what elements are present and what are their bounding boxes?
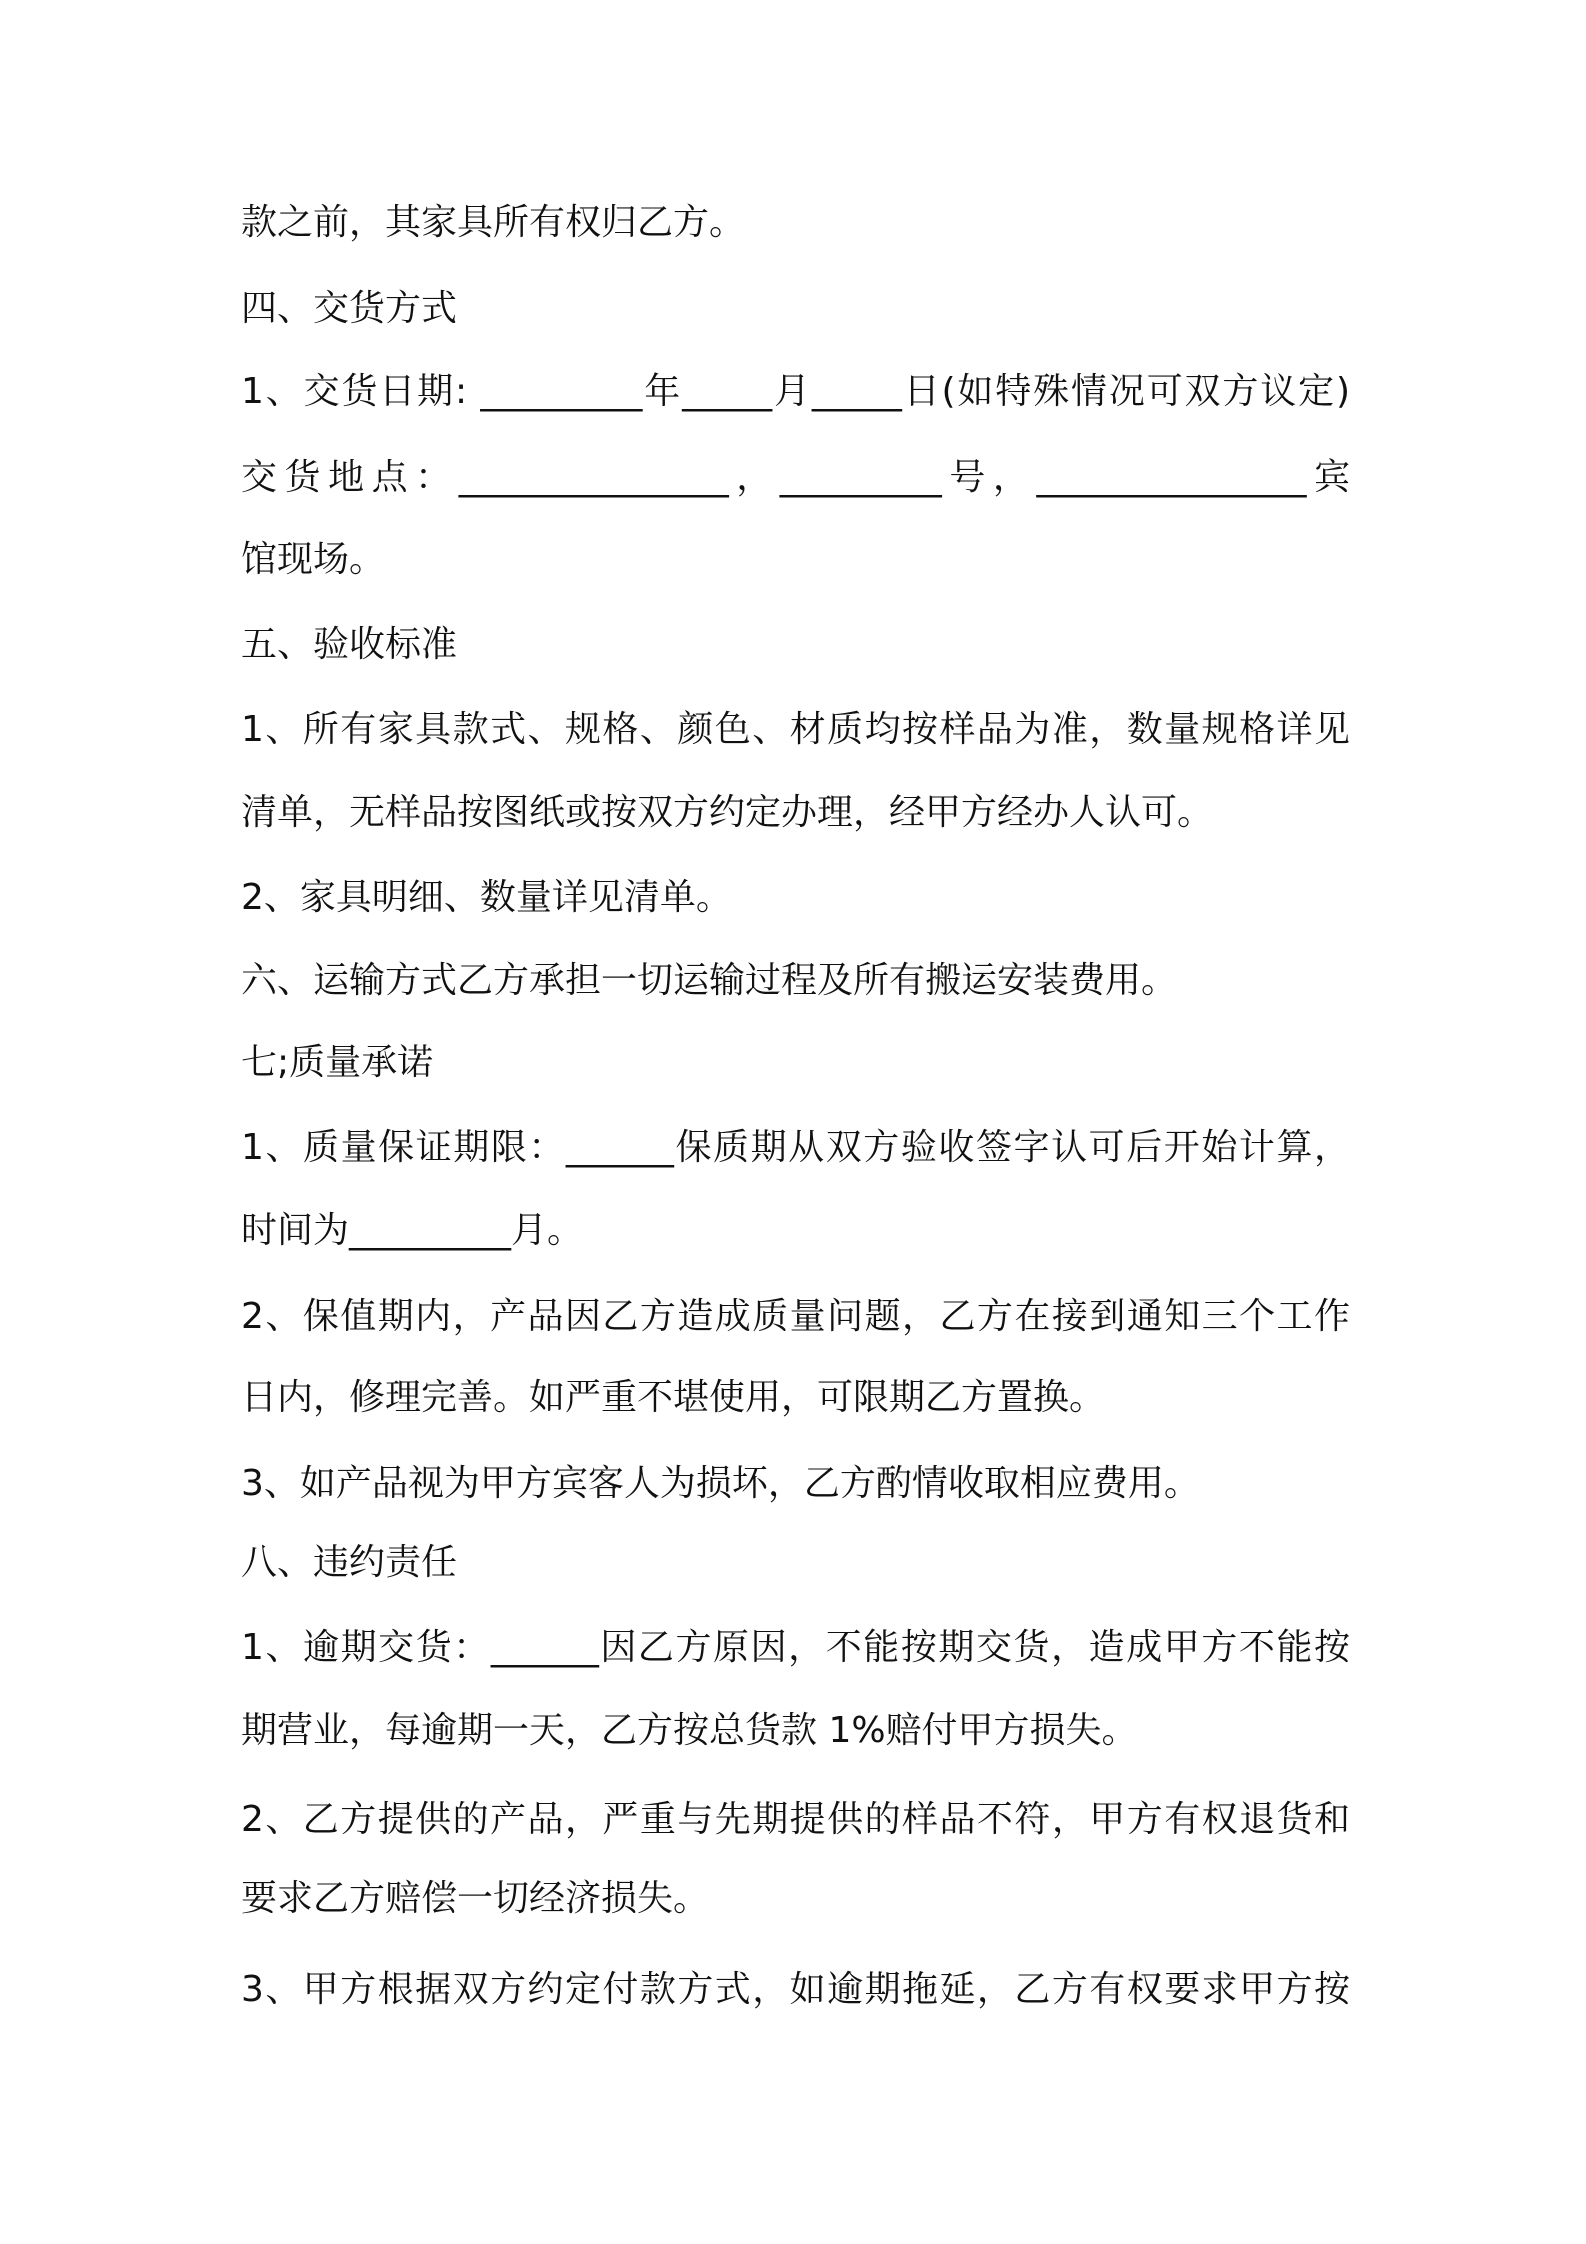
clause-text-line: 馆现场。 bbox=[241, 539, 386, 580]
clause-text-line: 期营业，每逾期一天，乙方按总货款 1%赔付甲方损失。 bbox=[241, 1710, 1138, 1751]
clause-text-line: 要求乙方赔偿一切经济损失。 bbox=[241, 1878, 710, 1919]
clause-text-line: 2、保值期内，产品因乙方造成质量问题，乙方在接到通知三个工作 bbox=[241, 1296, 1350, 1337]
clause-text-line: 2、乙方提供的产品，严重与先期提供的样品不符，甲方有权退货和 bbox=[241, 1799, 1350, 1840]
clause-text-line: 1、质量保证期限：______保质期从双方验收签字认可后开始计算， bbox=[241, 1127, 1350, 1168]
section-heading-quality: 七;质量承诺 bbox=[241, 1042, 434, 1083]
clause-text-line: 1、所有家具款式、规格、颜色、材质均按样品为准，数量规格详见 bbox=[241, 709, 1350, 750]
section-heading-transport: 六、运输方式乙方承担一切运输过程及所有搬运安装费用。 bbox=[241, 960, 1178, 1001]
section-heading-acceptance: 五、验收标准 bbox=[241, 624, 458, 665]
clause-text-line: 3、甲方根据双方约定付款方式，如逾期拖延，乙方有权要求甲方按 bbox=[241, 1969, 1350, 2010]
section-heading-liability: 八、违约责任 bbox=[241, 1542, 458, 1583]
clause-text-line: 日内，修理完善。如严重不堪使用，可限期乙方置换。 bbox=[241, 1377, 1106, 1418]
clause-text-line: 交货地点：_______________，_________号，_______________宾 bbox=[241, 457, 1350, 498]
clause-text-line: 2、家具明细、数量详见清单。 bbox=[241, 877, 732, 918]
clause-text-line: 清单，无样品按图纸或按双方约定办理，经甲方经办人认可。 bbox=[241, 792, 1214, 833]
clause-text-line: 3、如产品视为甲方宾客人为损坏，乙方酌情收取相应费用。 bbox=[241, 1463, 1200, 1504]
clause-text-line: 时间为_________月。 bbox=[241, 1210, 584, 1251]
clause-text-line: 1、交货日期: _________年_____月_____日(如特殊情况可双方议定) bbox=[241, 371, 1350, 412]
clause-text-line: 1、逾期交货：______因乙方原因，不能按期交货，造成甲方不能按 bbox=[241, 1627, 1350, 1668]
section-heading-delivery: 四、交货方式 bbox=[241, 288, 458, 329]
clause-text-line: 款之前，其家具所有权归乙方。 bbox=[241, 202, 746, 243]
